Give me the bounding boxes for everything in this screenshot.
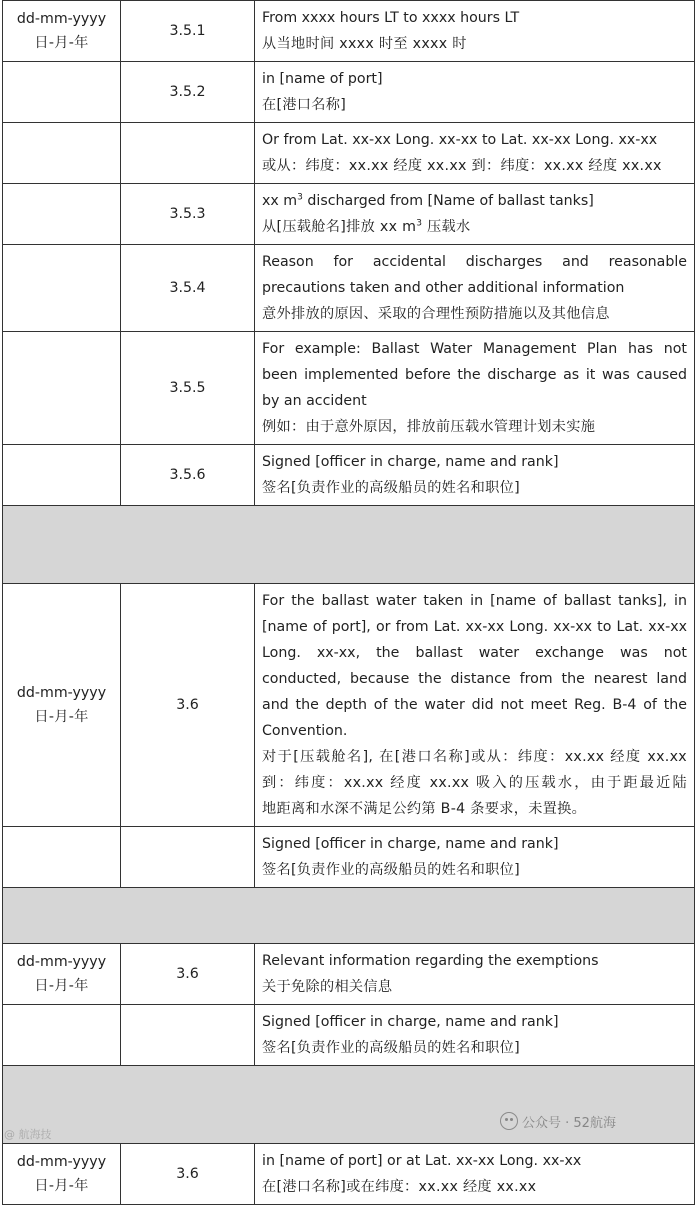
- table-row: [3, 1, 695, 62]
- date-cell: [3, 944, 121, 1005]
- date-cell: [3, 184, 121, 245]
- watermark: [500, 1112, 616, 1131]
- entry-line: [name of port], or from Lat. xx-xx Long. xx-xx to Lat. xx-xx: [262, 619, 687, 635]
- entry-text: [255, 827, 695, 888]
- watermark-left: @ 航海技: [4, 1128, 52, 1141]
- entry-line-cn: 在[港口名称]或在纬度：xx.xx 经度 xx.xx: [262, 1179, 537, 1195]
- entry-line: Signed [officer in charge, name and rank]: [262, 1014, 559, 1030]
- entry-text: [255, 184, 695, 245]
- table-row: [3, 184, 695, 245]
- entry-line: From xxxx hours LT to xxxx hours LT: [262, 10, 520, 26]
- entry-line-cn: 签名[负责作业的高级船员的姓名和职位]: [262, 1040, 520, 1056]
- entry-line: precautions taken and other additional information: [262, 280, 625, 296]
- table-row: [3, 245, 695, 332]
- item-code: 3.6: [121, 1144, 255, 1205]
- date-cell: [3, 123, 121, 184]
- entry-text: [255, 62, 695, 123]
- item-code: 3.5.1: [121, 1, 255, 62]
- date-format: dd-mm-yyyy: [16, 954, 107, 970]
- entry-line: conducted, because the distance from the nearest land: [262, 671, 687, 687]
- date-cell: [3, 1144, 121, 1205]
- record-book-table: [2, 0, 695, 1205]
- table-row: [3, 1144, 695, 1205]
- table-row: [3, 445, 695, 506]
- wechat-icon: [500, 1112, 518, 1130]
- item-code: [121, 1005, 255, 1066]
- item-code: 3.5.4: [121, 245, 255, 332]
- entry-line-cn: 关于免除的相关信息: [262, 979, 393, 995]
- entry-line: Convention.: [262, 723, 348, 739]
- item-code: 3.5.3: [121, 184, 255, 245]
- entry-line: in [name of port]: [262, 71, 383, 87]
- entry-line: by an accident: [262, 393, 367, 409]
- entry-line-cn: 从[压载舱名]排放 xx $m^3$ 压载水: [262, 218, 471, 235]
- item-code: [121, 123, 255, 184]
- date-cell: [3, 584, 121, 827]
- date-cell: [3, 62, 121, 123]
- example-12-header: [3, 506, 695, 584]
- entry-text: [255, 1, 695, 62]
- table-row: [3, 62, 695, 123]
- table-row: [3, 584, 695, 827]
- item-code: 3.5.2: [121, 62, 255, 123]
- entry-text: [255, 584, 695, 827]
- table-row: [3, 1005, 695, 1066]
- date-format: dd-mm-yyyy: [16, 11, 107, 27]
- entry-line: and the depth of the water did not meet Reg. B-4 of the: [262, 697, 687, 713]
- date-cell: [3, 1005, 121, 1066]
- example-header-row: [3, 888, 695, 944]
- date-format-cn: 日-月-年: [34, 1178, 89, 1194]
- entry-text: [255, 123, 695, 184]
- entry-line: Relevant information regarding the exemptions: [262, 953, 599, 969]
- entry-text: [255, 245, 695, 332]
- date-format-cn: 日-月-年: [34, 709, 89, 725]
- date-cell: [3, 245, 121, 332]
- item-code: 3.5.6: [121, 445, 255, 506]
- entry-line: been implemented before the discharge as it was caused: [262, 367, 687, 383]
- entry-line-cn: 对于[压载舱名], 在[港口名称]或从：纬度：xx.xx 经度 xx.xx: [262, 749, 687, 765]
- entry-line: Signed [officer in charge, name and rank]: [262, 836, 559, 852]
- date-format: dd-mm-yyyy: [16, 1154, 107, 1170]
- table-row: [3, 827, 695, 888]
- item-code: [121, 827, 255, 888]
- entry-line-cn: 从当地时间 xxxx 时至 xxxx 时: [262, 36, 467, 52]
- example-14-header: [3, 1066, 695, 1144]
- date-cell: [3, 1, 121, 62]
- date-format-cn: 日-月-年: [34, 978, 89, 994]
- entry-line-cn: 或从：纬度：xx.xx 经度 xx.xx 到：纬度：xx.xx 经度 xx.xx: [262, 158, 662, 174]
- entry-text: [255, 1144, 695, 1205]
- example-13-header: [3, 888, 695, 944]
- entry-line-cn: 在[港口名称]: [262, 97, 347, 113]
- entry-line: For the ballast water taken in [name of ballast tanks], in: [262, 593, 687, 609]
- entry-line: in [name of port] or at Lat. xx-xx Long. xx-xx: [262, 1153, 582, 1169]
- date-cell: [3, 332, 121, 445]
- table-row: [3, 944, 695, 1005]
- example-header-row: [3, 506, 695, 584]
- entry-line: Or from Lat. xx-xx Long. xx-xx to Lat. xx-xx Long. xx-xx: [262, 132, 658, 148]
- date-format: dd-mm-yyyy: [16, 685, 107, 701]
- entry-line-cn: 意外排放的原因、采取的合理性预防措施以及其他信息: [262, 306, 610, 322]
- entry-line: Reason for accidental discharges and reasonable: [262, 254, 687, 270]
- date-cell: [3, 445, 121, 506]
- table-row: [3, 123, 695, 184]
- entry-line: Long. xx-xx, the ballast water exchange was not: [262, 645, 687, 661]
- entry-line: xx $m^3$ discharged from [Name of ballast tanks]: [262, 192, 594, 209]
- entry-text: [255, 944, 695, 1005]
- entry-line-cn: 到：纬度：xx.xx 经度 xx.xx 吸入的压载水，由于距最近陆: [262, 775, 687, 791]
- entry-line: Signed [officer in charge, name and rank]: [262, 454, 559, 470]
- entry-text: [255, 445, 695, 506]
- example-header-row: [3, 1066, 695, 1144]
- item-code: 3.6: [121, 584, 255, 827]
- entry-line-cn: 地距离和水深不满足公约第 B-4 条要求，未置换。: [262, 801, 587, 817]
- entry-line-cn: 签名[负责作业的高级船员的姓名和职位]: [262, 862, 520, 878]
- watermark-text: 公众号 · 52航海: [522, 1116, 616, 1131]
- item-code: 3.5.5: [121, 332, 255, 445]
- entry-line-cn: 例如：由于意外原因，排放前压载水管理计划未实施: [262, 419, 596, 435]
- entry-line-cn: 签名[负责作业的高级船员的姓名和职位]: [262, 480, 520, 496]
- table-row: [3, 332, 695, 445]
- entry-text: [255, 332, 695, 445]
- entry-line: For example: Ballast Water Management Plan has not: [262, 341, 687, 357]
- entry-text: [255, 1005, 695, 1066]
- date-format-cn: 日-月-年: [34, 35, 89, 51]
- date-cell: [3, 827, 121, 888]
- item-code: 3.6: [121, 944, 255, 1005]
